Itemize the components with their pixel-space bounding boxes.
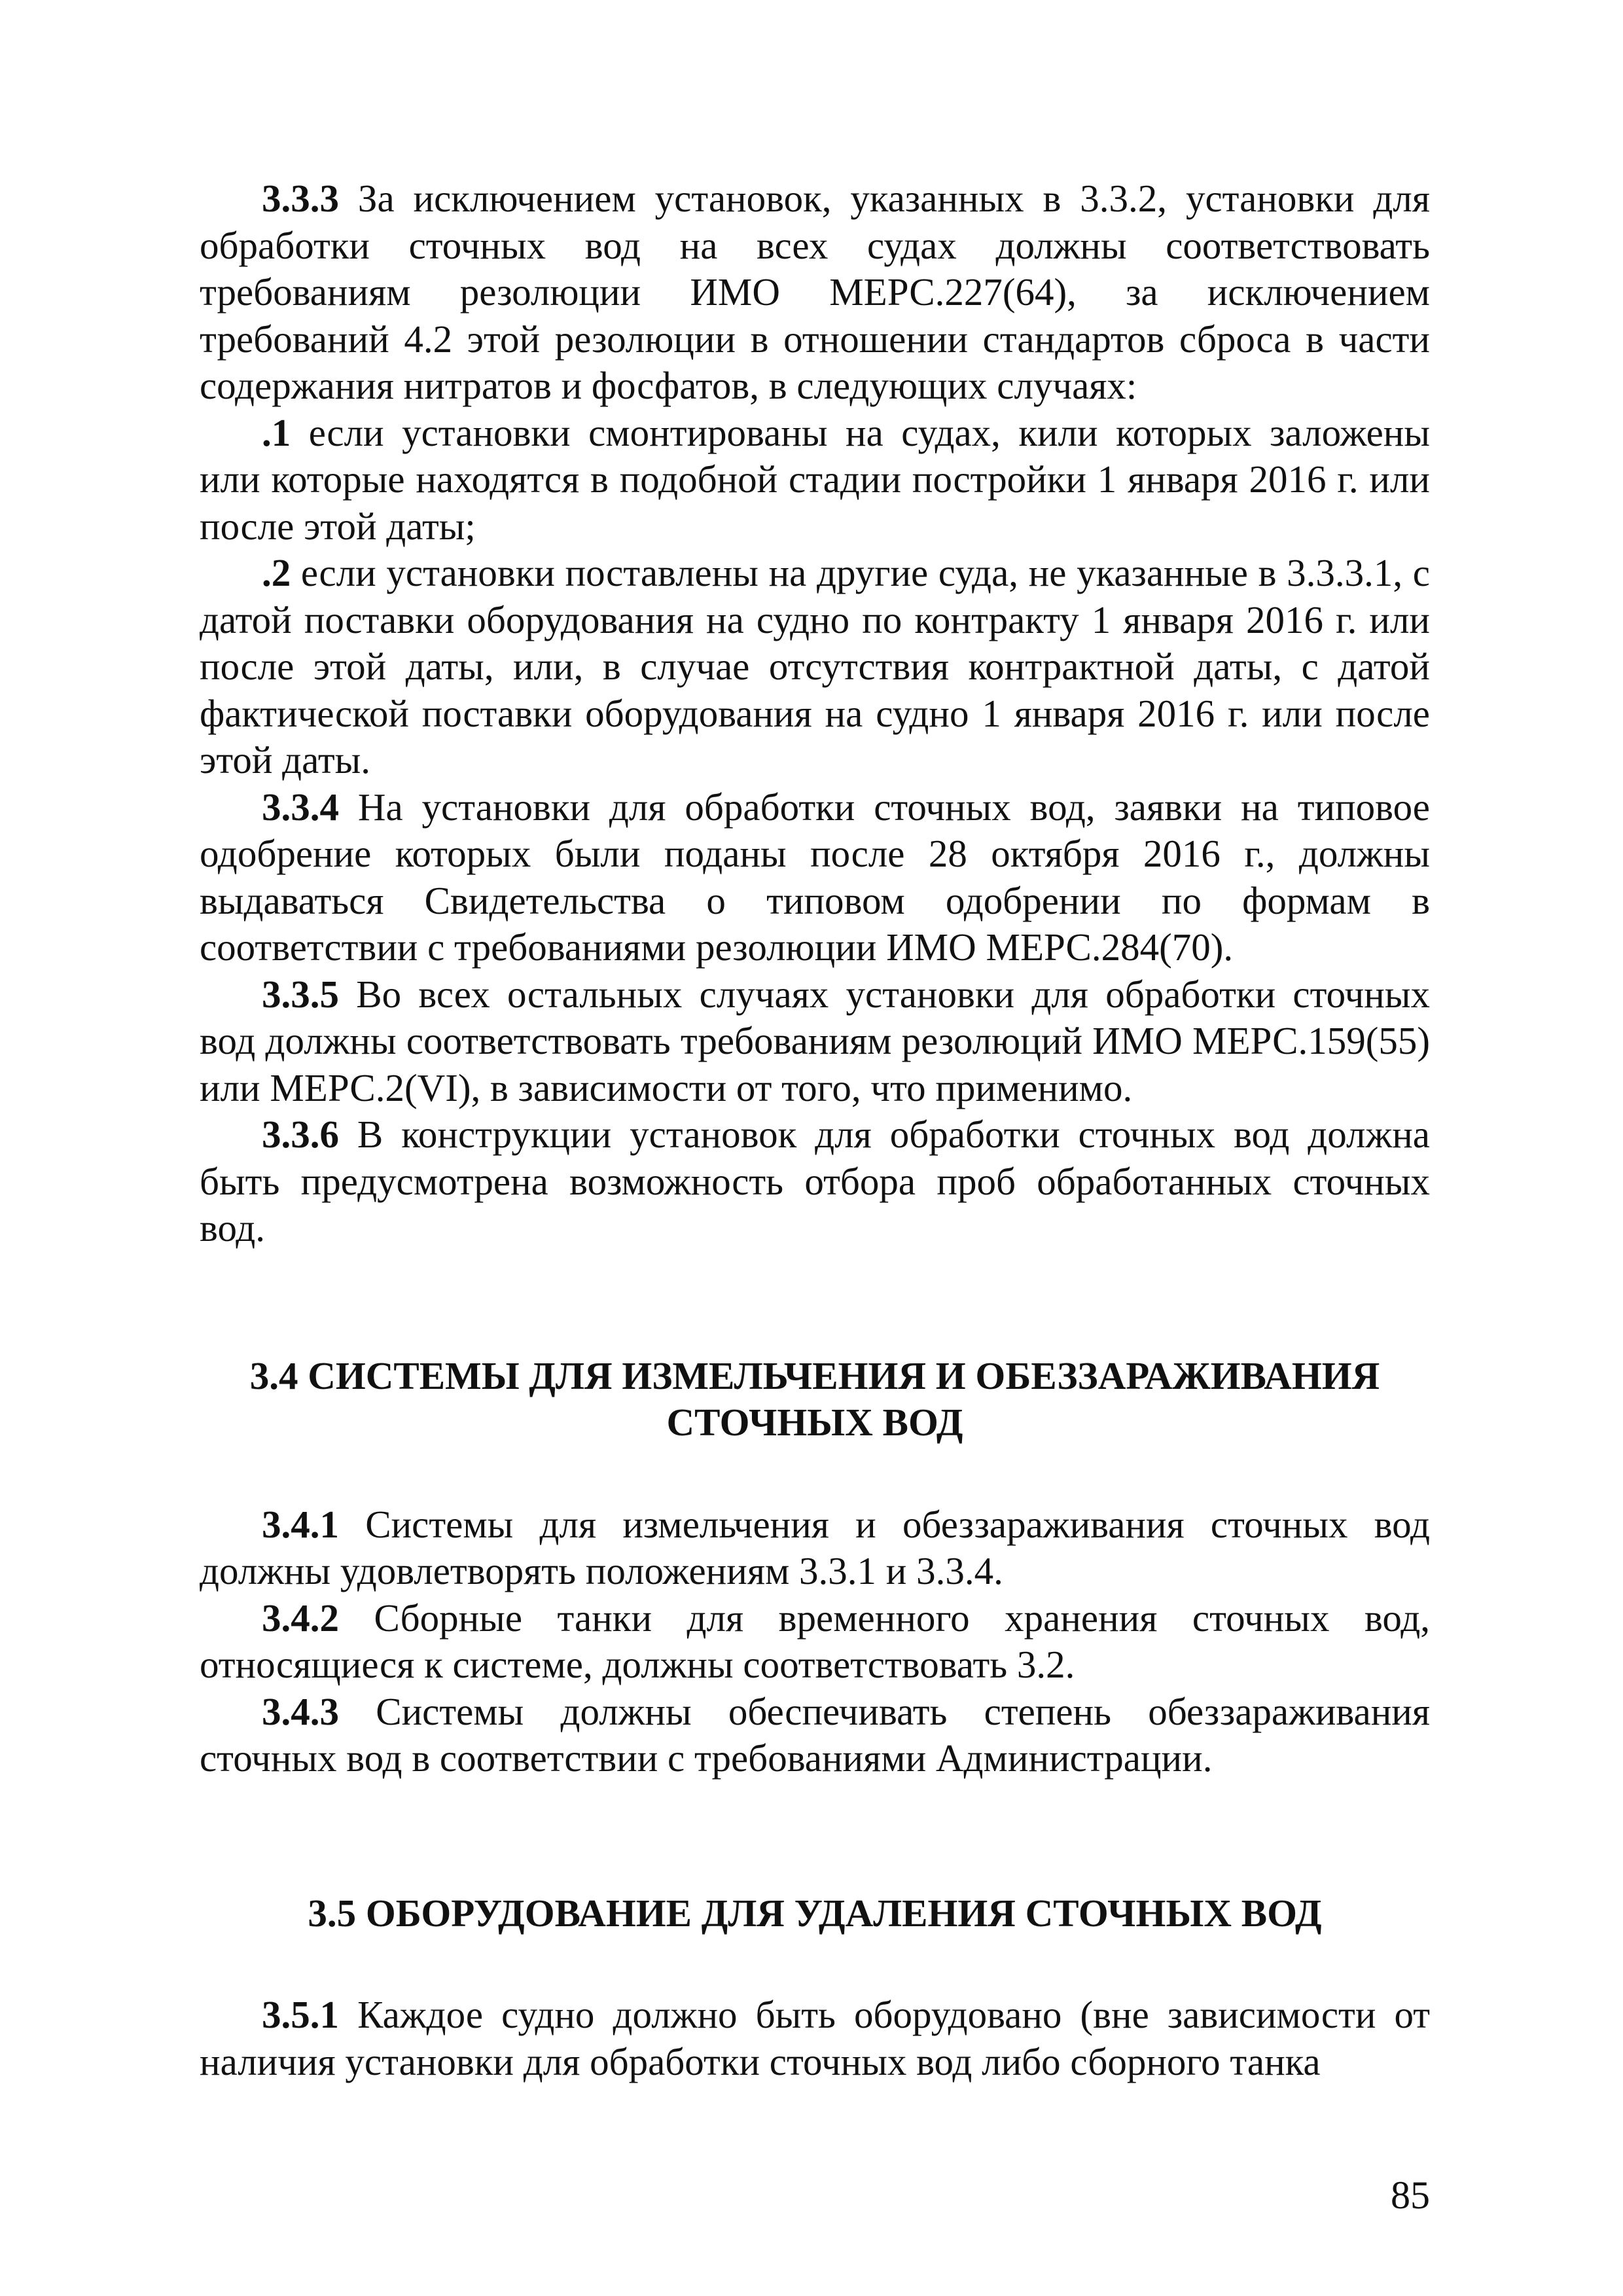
clause-text: За исключением установок, указанных в 3.3.2, установки для обработки сточных вод на всех судах должны соответствовать требованиям резолюции ИМО МЕРС.227(64), за исключением требований 4.2 этой резолюции в отношении стандартов сброса в части содержания нитратов и фосфатов, в следующих случаях: [200, 177, 1430, 407]
clause-text: Во всех остальных случаях установки для обработки сточных вод должны соответствовать требованиям резолюций ИМО МЕРС.159(55) или МЕРС.2(VI), в зависимости от того, что применимо. [200, 972, 1430, 1109]
clause-number: 3.3.4 [262, 785, 339, 829]
paragraph-3-4-1 [200, 1501, 1430, 1595]
clause-number: 3.3.3 [262, 177, 339, 220]
paragraph-3-4-2 [200, 1595, 1430, 1689]
clause-number: 3.3.5 [262, 972, 339, 1016]
document-page [200, 175, 1430, 2085]
clause-number: 3.4.2 [262, 1596, 339, 1640]
section-heading-line-2: СТОЧНЫХ ВОД [666, 1401, 963, 1444]
paragraph-3-5-1 [200, 1992, 1430, 2085]
paragraph-3-3-3 [200, 175, 1430, 410]
paragraph-3-3-5 [200, 971, 1430, 1112]
paragraph-3-3-6 [200, 1111, 1430, 1252]
section-heading-line-1: 3.4 СИСТЕМЫ ДЛЯ ИЗМЕЛЬЧЕНИЯ И ОБЕЗЗАРАЖИВАНИЯ [249, 1354, 1380, 1397]
clause-text: Системы для измельчения и обеззараживания сточных вод должны удовлетворять положениям 3.3.1 и 3.3.4. [200, 1502, 1430, 1592]
clause-text: Сборные танки для временного хранения сточных вод, относящиеся к системе, должны соответствовать 3.2. [200, 1596, 1430, 1686]
paragraph-3-3-4 [200, 784, 1430, 971]
paragraph-3-3-3-2 [200, 550, 1430, 784]
clause-number: 3.3.6 [262, 1113, 339, 1156]
section-heading-3-5: 3.5 ОБОРУДОВАНИЕ ДЛЯ УДАЛЕНИЯ СТОЧНЫХ ВОД [308, 1891, 1322, 1935]
paragraph-3-4-3 [200, 1689, 1430, 1782]
clause-number: 3.5.1 [262, 1993, 339, 2036]
subclause-number: .2 [262, 551, 291, 594]
clause-number: 3.4.1 [262, 1502, 339, 1546]
subclause-number: .1 [262, 410, 291, 454]
clause-text: В конструкции установок для обработки сточных вод должна быть предусмотрена возможность отбора проб обработанных сточных вод. [200, 1113, 1430, 1249]
subclause-text: если установки смонтированы на судах, кили которых заложены или которые находятся в подобной стадии постройки 1 января 2016 г. или после этой даты; [200, 410, 1430, 548]
section-heading-3-4 [200, 1353, 1430, 1446]
page-number: 85 [1391, 2174, 1430, 2217]
clause-text: На установки для обработки сточных вод, заявки на типовое одобрение которых были поданы после 28 октября 2016 г., должны выдаваться Свидетельства о типовом одобрении по формам в соответствии с требованиями резолюции ИМО МЕРС.284(70). [200, 785, 1430, 969]
paragraph-3-3-3-1 [200, 410, 1430, 550]
clause-number: 3.4.3 [262, 1689, 339, 1733]
clause-text: Системы должны обеспечивать степень обеззараживания сточных вод в соответствии с требованиями Администрации. [200, 1689, 1430, 1780]
clause-text: Каждое судно должно быть оборудовано (вне зависимости от наличия установки для обработки сточных вод либо сборного танка [200, 1993, 1430, 2083]
subclause-text: если установки поставлены на другие суда, не указанные в 3.3.3.1, с датой поставки оборудования на судно по контракту 1 января 2016 г. или после этой даты, или, в случае отсутствия контрактной даты, с датой фактической поставки оборудования на судно 1 января 2016 г. или после этой даты. [200, 551, 1430, 781]
